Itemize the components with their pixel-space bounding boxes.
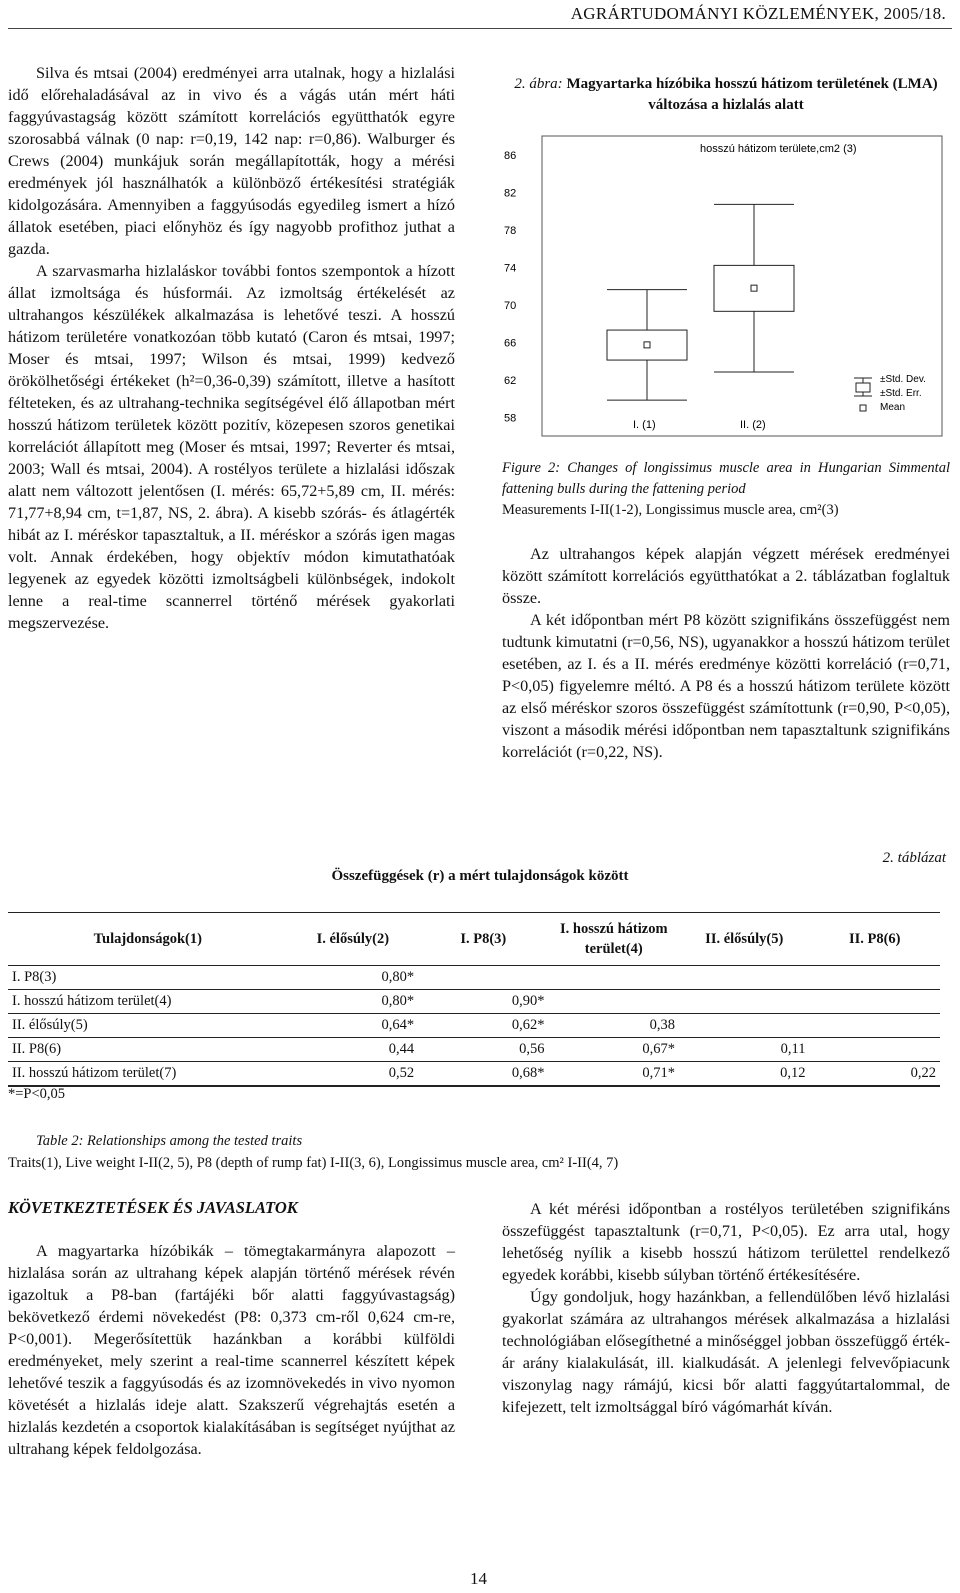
table-header-cell: I. hosszú hátizom terület(4) — [549, 913, 679, 966]
y-tick-label: 58 — [504, 412, 517, 425]
table-cell — [418, 966, 548, 990]
table-row — [8, 990, 940, 1014]
table-cell — [549, 966, 679, 990]
section-title: KÖVETKEZTETÉSEK ÉS JAVASLATOK — [8, 1198, 298, 1217]
page-number: 14 — [470, 1569, 487, 1588]
left-column — [8, 62, 455, 634]
mean-marker — [751, 285, 757, 291]
table-title: Összefüggések (r) a mért tulajdonságok között — [331, 868, 629, 884]
table-row-header: I. hosszú hátizom terület(4) — [8, 990, 288, 1014]
figure-title-text: Magyartarka hízóbika hosszú hátizom területének (LMA) változása a hizlalás alatt — [566, 76, 938, 113]
table-cell — [809, 1014, 940, 1038]
table-row-header: I. P8(3) — [8, 966, 288, 990]
header-rule — [8, 28, 952, 29]
table-cell: 0,64* — [288, 1014, 418, 1038]
paragraph: A két mérési időpontban a rostélyos területében szignifikáns összefüggést tapasztaltunk (r=0,71, P<0,05). Ez arra utal, hogy lehetőség nyílik a kisebb hosszú hátizom területtel rendelkező egyedek korábbi, kisebb súlyban történő értékesítésére. — [502, 1200, 950, 1284]
figure-caption-en: Figure 2: Changes of longissimus muscle area in Hungarian Simmental fattening bulls during the fattening period — [502, 460, 950, 497]
table-cell: 0,90* — [418, 990, 548, 1014]
chart-title: hosszú hátizom területe,cm2 (3) — [700, 143, 857, 155]
y-tick-label: 78 — [504, 224, 517, 237]
table-header-cell: I. P8(3) — [418, 913, 548, 966]
table-row-header: II. P8(6) — [8, 1038, 288, 1062]
table-row — [8, 1014, 940, 1038]
table-row-header: II. hosszú hátizom terület(7) — [8, 1062, 288, 1087]
table-row — [8, 1038, 940, 1062]
table-footnote: *=P<0,05 — [8, 1086, 66, 1102]
table-number: 2. táblázat — [882, 850, 946, 866]
paragraph: Silva és mtsai (2004) eredményei arra utalnak, hogy a hizlalási idő előrehaladásával az in vivo és a vágás után mért háti faggyúvastagság között számított korrelációs együtthatók egyre szorosabbá válnak (0 nap: r=0,19, 142 nap: r=0,86). Walburger és Crews (2004) munkájuk során megállapították, hogy a mérési eredmények jól használhatók a különböző értékesítési stratégiák kidolgozására. Amennyiben a faggyúsodás egyedileg ismert a hízó állatok esetében, piaci előnyhöz és így nagyobb profithoz juthat a gazda. — [8, 64, 455, 258]
table-cell: 0,12 — [679, 1062, 809, 1087]
table-cell — [549, 990, 679, 1014]
table-header-row — [8, 913, 940, 966]
legend-label: Mean — [880, 402, 906, 413]
table-cell: 0,22 — [809, 1062, 940, 1087]
correlation-table — [8, 912, 940, 1087]
table-cell: 0,56 — [418, 1038, 548, 1062]
y-tick-label: 62 — [504, 374, 517, 387]
table-cell — [809, 966, 940, 990]
y-axis — [504, 150, 516, 425]
table-cell — [679, 990, 809, 1014]
table-header-cell: Tulajdonságok(1) — [8, 913, 288, 966]
y-tick-label: 66 — [504, 337, 517, 350]
paragraph: Úgy gondoljuk, hogy hazánkban, a fellendülőben lévő hizlalási gyakorlat számára az ultrahangos mérések alkalmazása a hizlalási technológiában elősegíthetné a minőséggel jobban összefüggő érték-ár arány kialakulását, ill. kialkudását. A jelenlegi felvevőpiacunk viszonylag nagy rámájú, kicsi bőr alatti faggyútartalommal, de kifejezett, telt izmoltsággal bíró vágómarhát kíván. — [502, 1288, 950, 1416]
conclusions-left-column — [8, 1240, 455, 1460]
x-tick-label: II. (2) — [740, 419, 766, 431]
table-cell: 0,71* — [549, 1062, 679, 1087]
table-cell — [809, 990, 940, 1014]
table-cell — [679, 1014, 809, 1038]
legend-se-swatch — [856, 383, 870, 392]
figure-caption — [502, 458, 950, 521]
table-cell: 0,38 — [549, 1014, 679, 1038]
table-header-cell: II. P8(6) — [809, 913, 940, 966]
table-header-cell: I. élősúly(2) — [288, 913, 418, 966]
table-cell — [679, 966, 809, 990]
y-tick-label: 82 — [504, 187, 517, 200]
table-cell: 0,67* — [549, 1038, 679, 1062]
y-tick-label: 74 — [504, 262, 517, 275]
mean-marker — [644, 342, 650, 348]
table-cell: 0,44 — [288, 1038, 418, 1062]
table-cell: 0,80* — [288, 966, 418, 990]
table-cell: 0,52 — [288, 1062, 418, 1087]
paragraph: A magyartarka hízóbikák – tömegtakarmányra alapozott – hizlalása során az ultrahang képek alapján történő mérések révén igazoltuk a P8-ban (fartájéki bőr alatti faggyúvastagság) bekövetkező érdemi növekedést (P8: 0,373 cm-ről 0,624 cm-re, P<0,001). Megerősítettük hazánkban a korábbi külföldi eredményeket, mely szerint a real-time scannerrel készített képek lehetővé teszik a faggyúsodás és az izomnövekedés in vivo nyomon követését a hizlalás ideje alatt. Szakszerű végrehajtás esetén a hizlalás kezdetén a csoportok kialakításában is segítséget nyújthat az ultrahang képek feldolgozása. — [8, 1242, 455, 1458]
y-tick-label: 86 — [504, 149, 517, 162]
table-row — [8, 966, 940, 990]
table-cell — [809, 1038, 940, 1062]
legend-label: ±Std. Dev. — [880, 374, 926, 385]
table-cell: 0,62* — [418, 1014, 548, 1038]
conclusions-right-column — [502, 1198, 950, 1418]
box-chart — [494, 130, 950, 440]
running-head: AGRÁRTUDOMÁNYI KÖZLEMÉNYEK, 2005/18. — [570, 4, 946, 23]
table-header-cell: II. élősúly(5) — [679, 913, 809, 966]
table-caption-en2: Traits(1), Live weight I-II(2, 5), P8 (depth of rump fat) I-II(3, 6), Longissimus muscle area, cm² I-II(4, 7) — [8, 1155, 619, 1171]
table-cell: 0,80* — [288, 990, 418, 1014]
paragraph: Az ultrahangos képek alapján végzett mérések eredményei között számított korrelációs együtthatókat a 2. táblázatban foglaltuk össze. — [502, 545, 950, 607]
right-column — [502, 543, 950, 763]
table-cell: 0,11 — [679, 1038, 809, 1062]
table-row-header: II. élősúly(5) — [8, 1014, 288, 1038]
figure-title — [502, 74, 950, 116]
table-cell: 0,68* — [418, 1062, 548, 1087]
legend-label: ±Std. Err. — [880, 388, 922, 399]
x-tick-label: I. (1) — [633, 419, 656, 431]
table-row — [8, 1062, 940, 1087]
figure-caption-en2: Measurements I-II(1-2), Longissimus muscle area, cm²(3) — [502, 502, 839, 518]
paragraph: A két időpontban mért P8 között szignifikáns összefüggést nem tudtunk kimutatni (r=0,56, NS), ugyanakkor a hosszú hátizom terület esetében, az I. és a II. mérés eredménye közötti korreláció (r=0,71, P<0,05) figyelemre méltó. A P8 és a hosszú hátizom területe között az első méréskor szoros összefüggést számítottunk (r=0,90, P<0,05), viszont a második mérési időpontban nem tapasztaltunk szignifikáns korrelációt (r=0,22, NS). — [502, 611, 950, 761]
table-caption-en: Table 2: Relationships among the tested traits — [36, 1133, 303, 1149]
figure-label: 2. ábra: — [514, 76, 567, 92]
legend-mean-swatch — [860, 405, 866, 411]
paragraph: A szarvasmarha hizlaláskor további fontos szempontok a hízott állat izmoltsága és húsformái. Az izmoltság értékelését az ultrahangos készülékek alkalmazása is lehetővé teszi. A hosszú hátizom területére vonatkozóan több kutató (Caron és mtsai, 1997; Moser és mtsai, 1997; Wilson és mtsai, 1999) kedvező örökölhetőségi értékeket (h²=0,36-0,39) számított, illetve a hasított félteteken, és az ultrahang-technika segítségével élő állapotban mért hosszú hátizom területek között pozitív, közepesen szoros genetikai korrelációt állapított meg (Moser és mtsai, 1997; Reverter és mtsai, 2003; Wall és mtsai, 2004). A rostélyos területe a hizlalási időszak alatt nem változott jelentősen (I. mérés: 65,72+5,89 cm, II. mérés: 71,77+8,94 cm, t=1,87, NS, 2. ábra). A kisebb szórás- és átlagérték hibát az I. méréskor tapasztaltuk, a II. méréskor a szórás igen magas volt. Annak érdekében, hogy objektív módon kimutathatóak legyenek az egyedek közötti izmoltságbeli különbségek, indokolt lenne a real-time scannerrel történő mérések gyakorlati megszervezése. — [8, 262, 455, 632]
y-tick-label: 70 — [504, 299, 517, 312]
